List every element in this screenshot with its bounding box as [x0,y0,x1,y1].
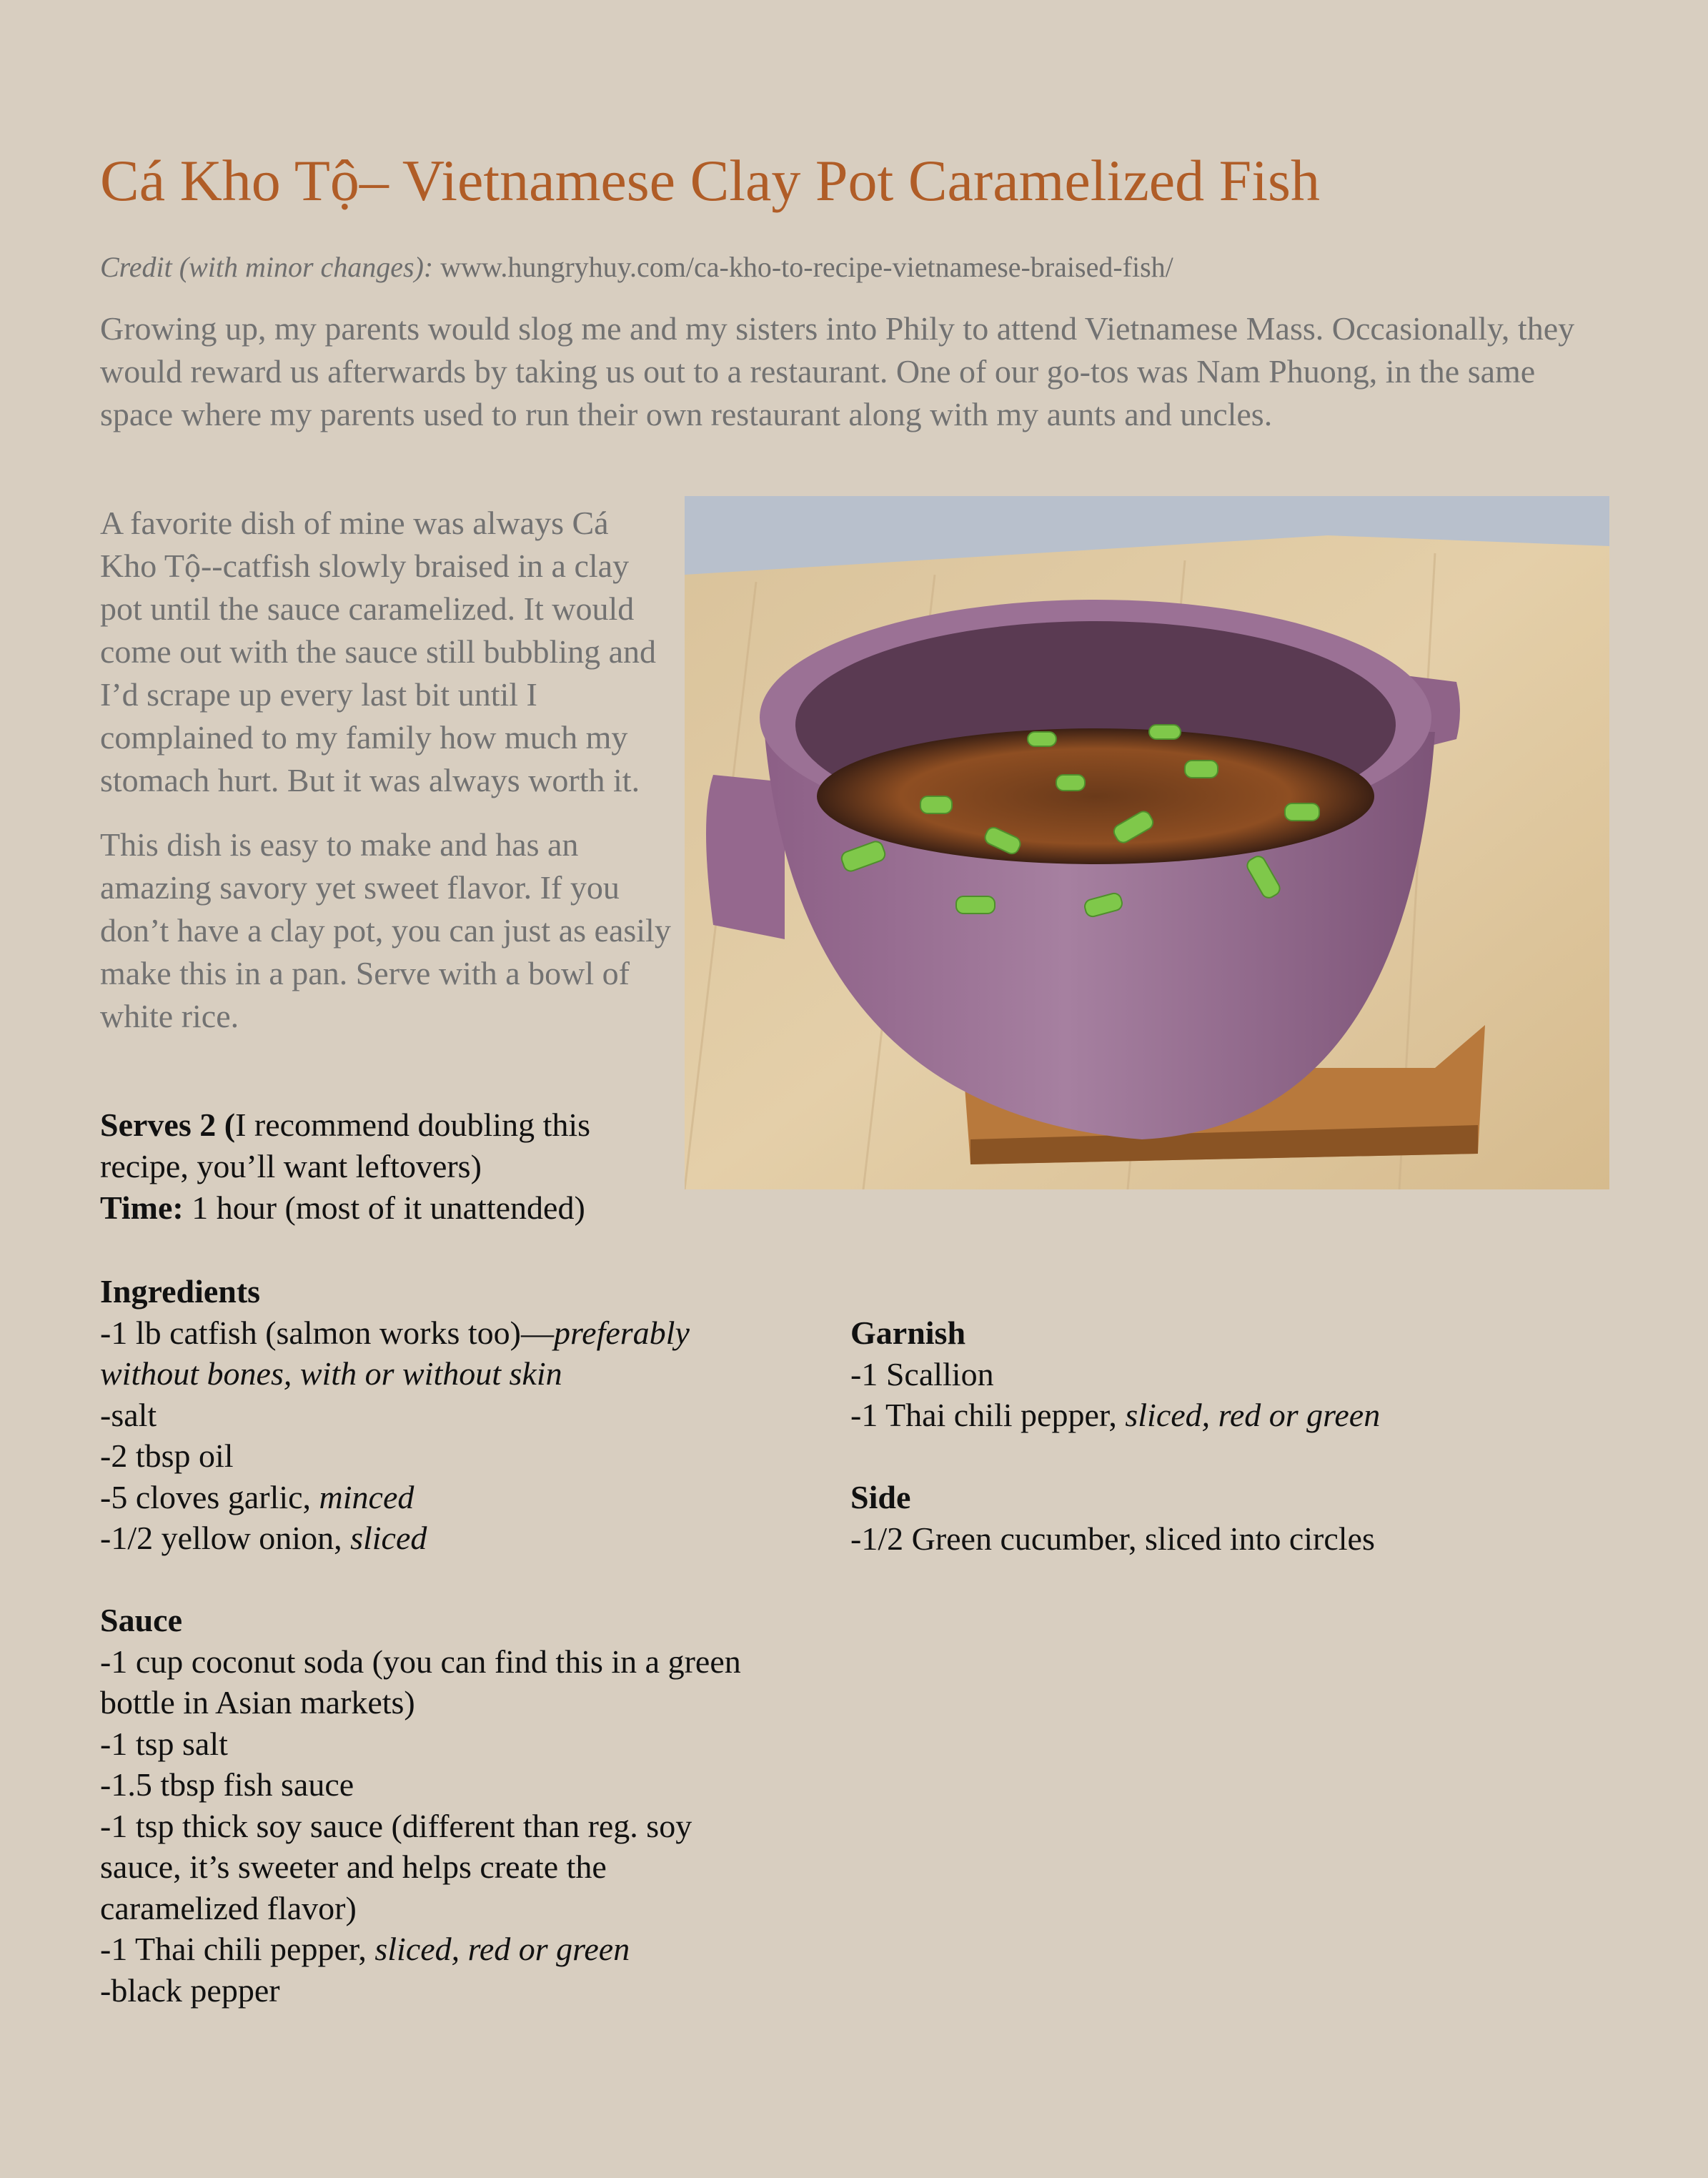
list-item [100,1518,815,1559]
list-item: -salt [100,1396,157,1433]
credit-url[interactable]: www.hungryhuy.com/ca-kho-to-recipe-vietnamese-braised-fish/ [440,251,1173,283]
story-column [100,502,672,1038]
serves-info [100,1104,672,1229]
time-text: 1 hour (most of it unattended) [183,1189,585,1226]
item-note: sliced [350,1520,427,1556]
item-text: -5 cloves garlic, [100,1478,319,1515]
list-item: -1.5 tbsp fish sauce [100,1766,354,1803]
story-paragraph: This dish is easy to make and has an amazing savory yet sweet flavor. If you don’t have a clay pot, you can just as easily make this in a pan. Serve with a bowl of white rice. [100,826,671,1034]
list-item [100,1312,743,1395]
credit-line [100,250,1173,284]
list-item: -1 cup coconut soda (you can find this in a green bottle in Asian markets) [100,1643,741,1721]
item-text: -1 lb catfish (salmon works too)— [100,1314,554,1351]
ingredients-column [100,1271,815,2011]
item-note: sliced, red or green [374,1931,630,1967]
serves-label: Serves 2 ( [100,1107,236,1143]
sauce-heading: Sauce [100,1602,182,1638]
list-item [100,1477,815,1518]
time-label: Time: [100,1189,184,1226]
list-item: -1 tsp salt [100,1725,228,1762]
item-note: preferably without bones, with or without skin [100,1314,690,1392]
list-item [850,1395,1565,1436]
side-heading: Side [850,1479,911,1515]
recipe-page [100,0,1608,2178]
list-item: -1/2 Green cucumber, sliced into circles [850,1520,1375,1557]
intro-paragraph: Growing up, my parents would slog me and my sisters into Phily to attend Vietnamese Mass. Occasionally, they would reward us afterwards by taking us out to a restaurant. One of our go-tos was Nam Phuong, in the same space where my parents used to run their own restaurant along with my aunts and uncles. [100,310,1575,432]
dish-photo [685,496,1609,1189]
serves-text: I recommend doubling this recipe, you’ll want leftovers) [100,1107,591,1184]
page-title: Cá Kho Tộ– Vietnamese Clay Pot Caramelized Fish [100,148,1320,213]
list-item: -1 Scallion [850,1355,994,1392]
list-item: -2 tbsp oil [100,1437,234,1474]
garnish-heading: Garnish [850,1315,966,1351]
list-item: -black pepper [100,1971,280,2009]
item-text: -1 Thai chili pepper, [100,1931,375,1967]
item-note: minced [319,1478,414,1515]
list-item [100,1929,815,1970]
ingredients-heading: Ingredients [100,1273,261,1310]
item-text: -1 Thai chili pepper, [850,1397,1126,1433]
garnish-column [850,1312,1565,1559]
story-paragraph: A favorite dish of mine was always Cá Kho Tộ--catfish slowly braised in a clay pot until the sauce caramelized. It would come out with the sauce still bubbling and I’d scrape up every last bit until I complained to my family how much my stomach hurt. But it was always worth it. [100,505,657,798]
list-item: -1 tsp thick soy sauce (different than reg. soy sauce, it’s sweeter and helps create the caramelized flavor) [100,1807,692,1926]
credit-label: Credit (with minor changes): [100,251,434,283]
item-text: -1/2 yellow onion, [100,1520,351,1556]
item-note: sliced, red or green [1125,1397,1381,1433]
